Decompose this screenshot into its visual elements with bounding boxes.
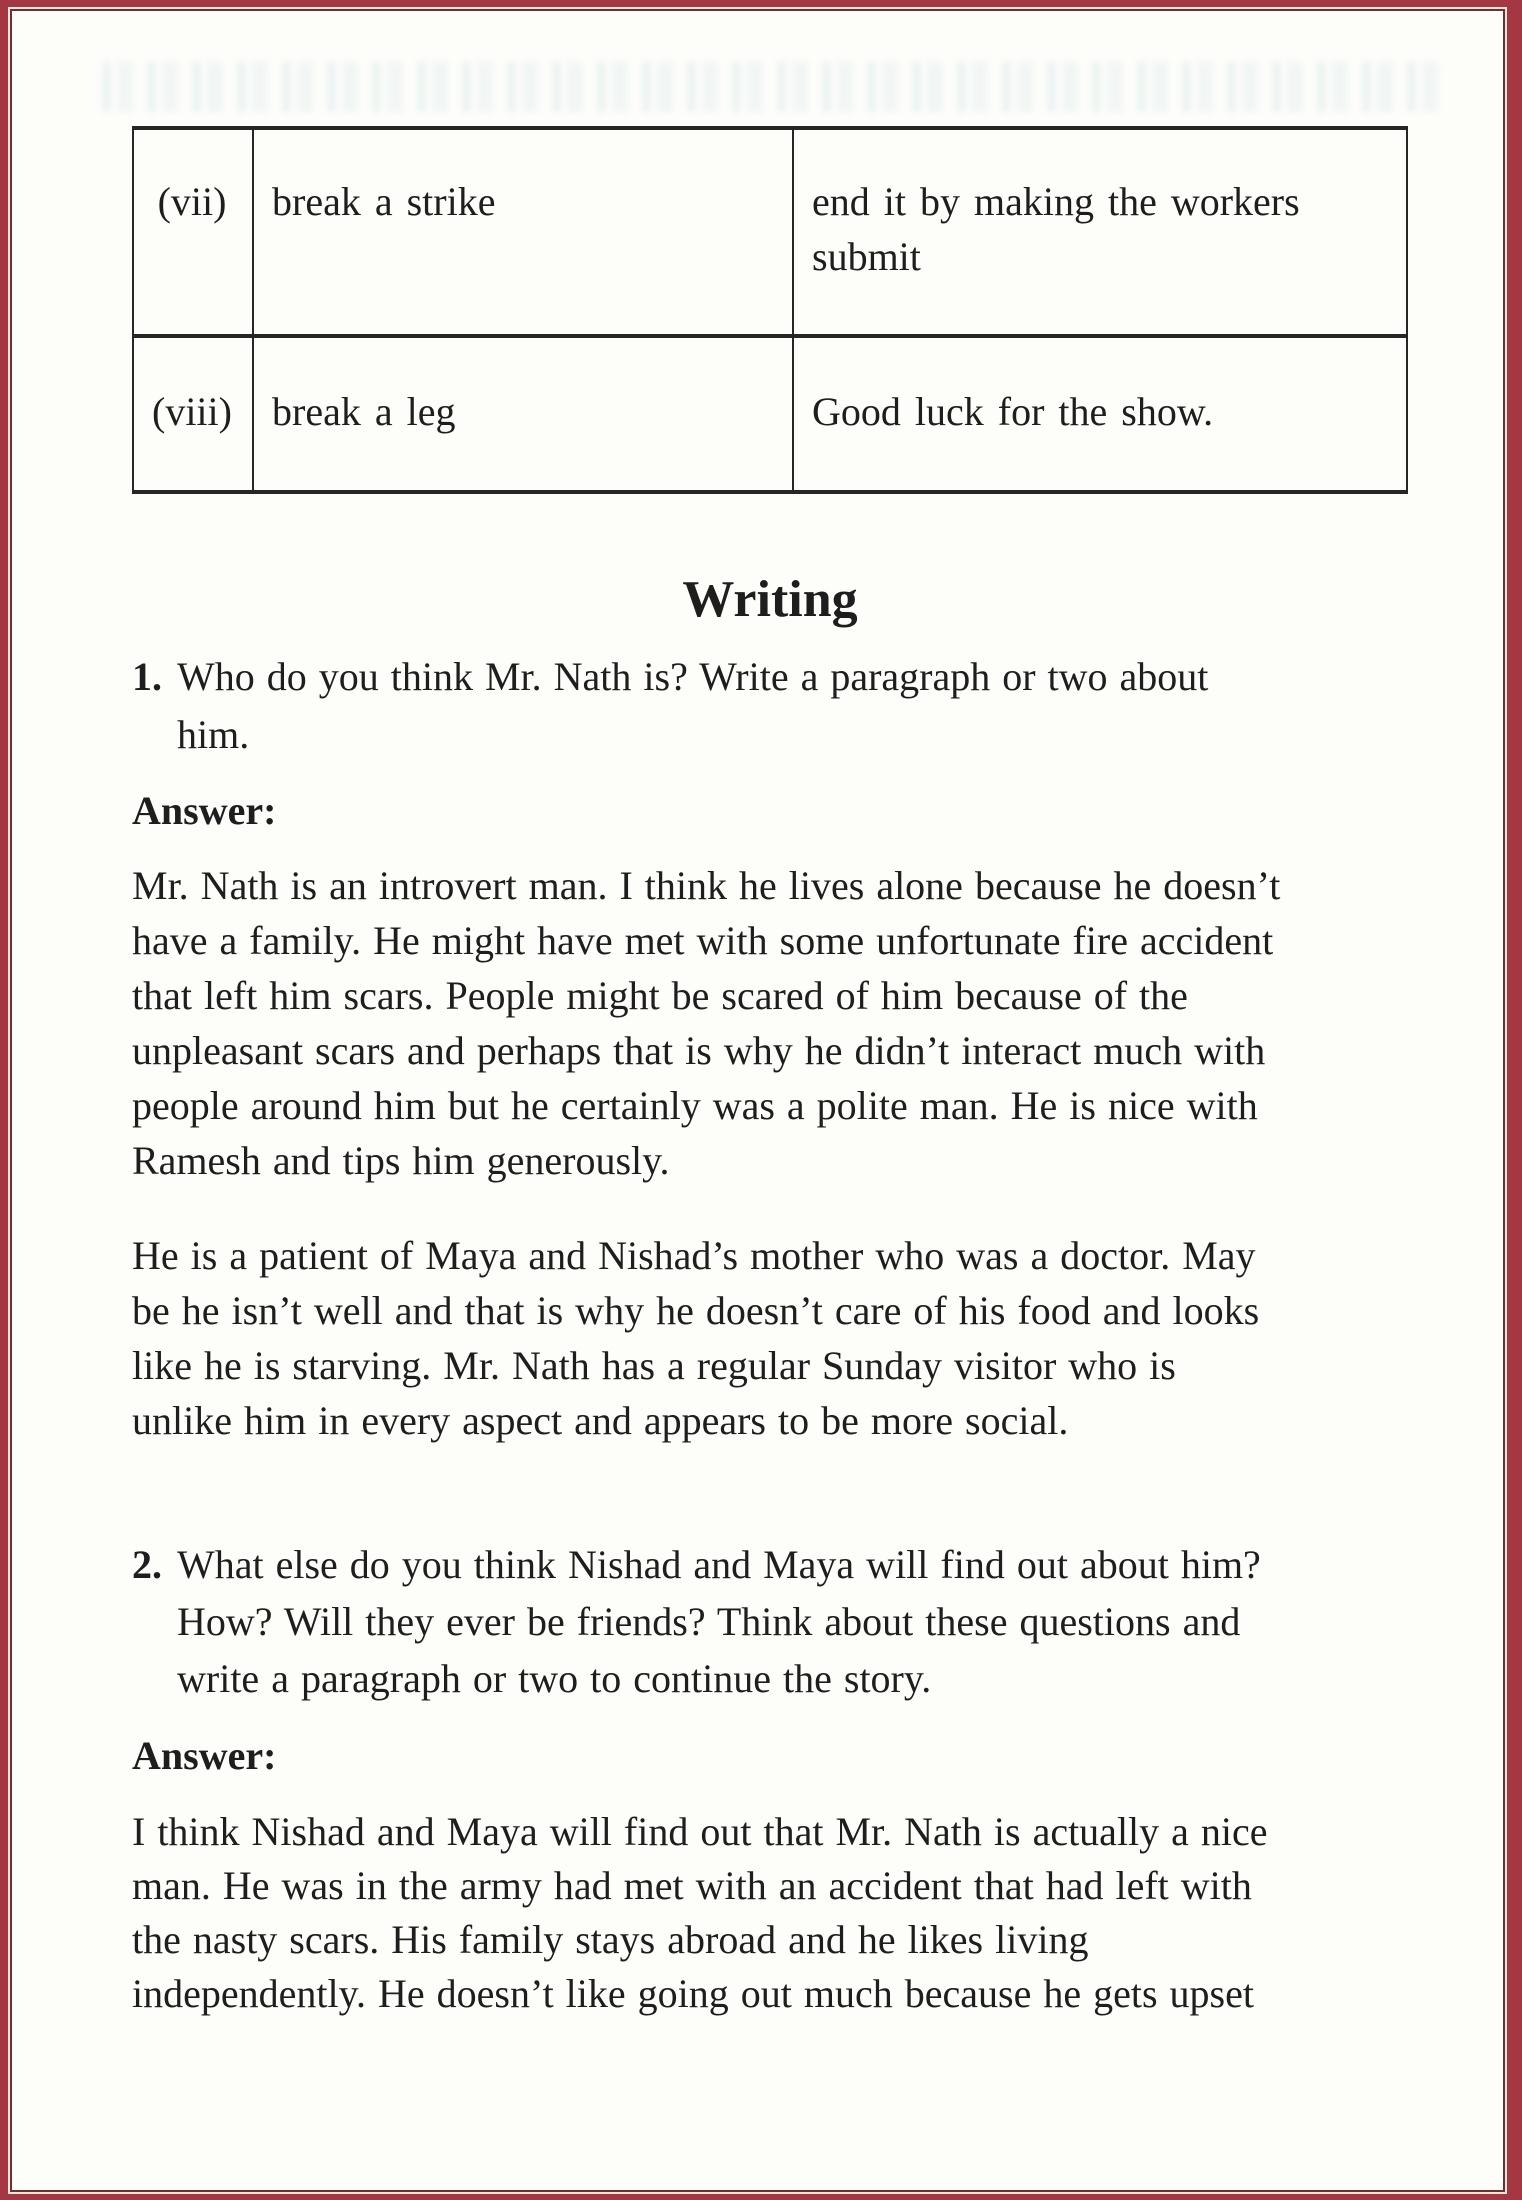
table-column-divider-1 [252,126,254,494]
paragraph-line: unpleasant scars and perhaps that is why he didn’t interact much with [132,1028,1266,1073]
meaning-line: end it by making the workers [812,179,1300,224]
question-2-number: 2. [132,1542,162,1587]
question-line: write a paragraph or two to continue the story. [177,1656,932,1701]
question-line: How? Will they ever be friends? Think about these questions and [177,1599,1241,1644]
row-vii-index: (vii) [157,179,227,224]
paragraph-line: Ramesh and tips him generously. [132,1138,670,1183]
question-line: What else do you think Nishad and Maya will find out about him? [177,1542,1261,1587]
table-column-divider-2 [792,126,794,494]
answer-2-label: Answer: [132,1733,277,1778]
paragraph-line: man. He was in the army had met with an accident that had left with [132,1863,1252,1908]
row-vii-meaning [812,174,1300,284]
answer-1-paragraph-1 [132,858,1280,1188]
paragraph-line: unlike him in every aspect and appears to be more social. [132,1398,1069,1443]
answer-1-label: Answer: [132,788,277,833]
table-border-top [132,126,1408,130]
idioms-table [132,126,1408,494]
table-border-bottom [132,490,1408,494]
section-heading: Writing [682,571,858,628]
answer-1-paragraph-2 [132,1228,1259,1448]
question-line: Who do you think Mr. Nath is? Write a paragraph or two about [177,654,1209,699]
meaning-line: Good luck for the show. [812,389,1214,434]
meaning-line: submit [812,234,921,279]
paragraph-line: the nasty scars. His family stays abroad and he likes living [132,1917,1089,1962]
table-border-right [1406,126,1408,494]
paragraph-line: have a family. He might have met with some unfortunate fire accident [132,918,1274,963]
row-vii-idiom: break a strike [272,179,496,224]
row-viii-meaning [812,384,1213,439]
question-2 [132,1536,1261,1707]
question-1 [132,648,1208,764]
paragraph-line: like he is starving. Mr. Nath has a regular Sunday visitor who is [132,1343,1176,1388]
paragraph-line: that left him scars. People might be scared of him because of the [132,973,1188,1018]
paragraph-line: people around him but he certainly was a polite man. He is nice with [132,1083,1258,1128]
question-line: him. [177,712,250,757]
paragraph-line: independently. He doesn’t like going out much because he gets upset [132,1971,1254,2016]
row-viii-idiom: break a leg [272,389,456,434]
row-viii-index: (viii) [152,389,232,434]
question-1-number: 1. [132,654,162,699]
paragraph-line: I think Nishad and Maya will find out that Mr. Nath is actually a nice [132,1809,1268,1854]
paragraph-line: be he isn’t well and that is why he doesn’t care of his food and looks [132,1288,1260,1333]
paragraph-line: He is a patient of Maya and Nishad’s mother who was a doctor. May [132,1233,1256,1278]
table-row-divider [132,334,1408,338]
page-bleed-artifact [102,62,1445,112]
paragraph-line: Mr. Nath is an introvert man. I think he lives alone because he doesn’t [132,863,1281,908]
answer-2-paragraph [132,1805,1268,2021]
